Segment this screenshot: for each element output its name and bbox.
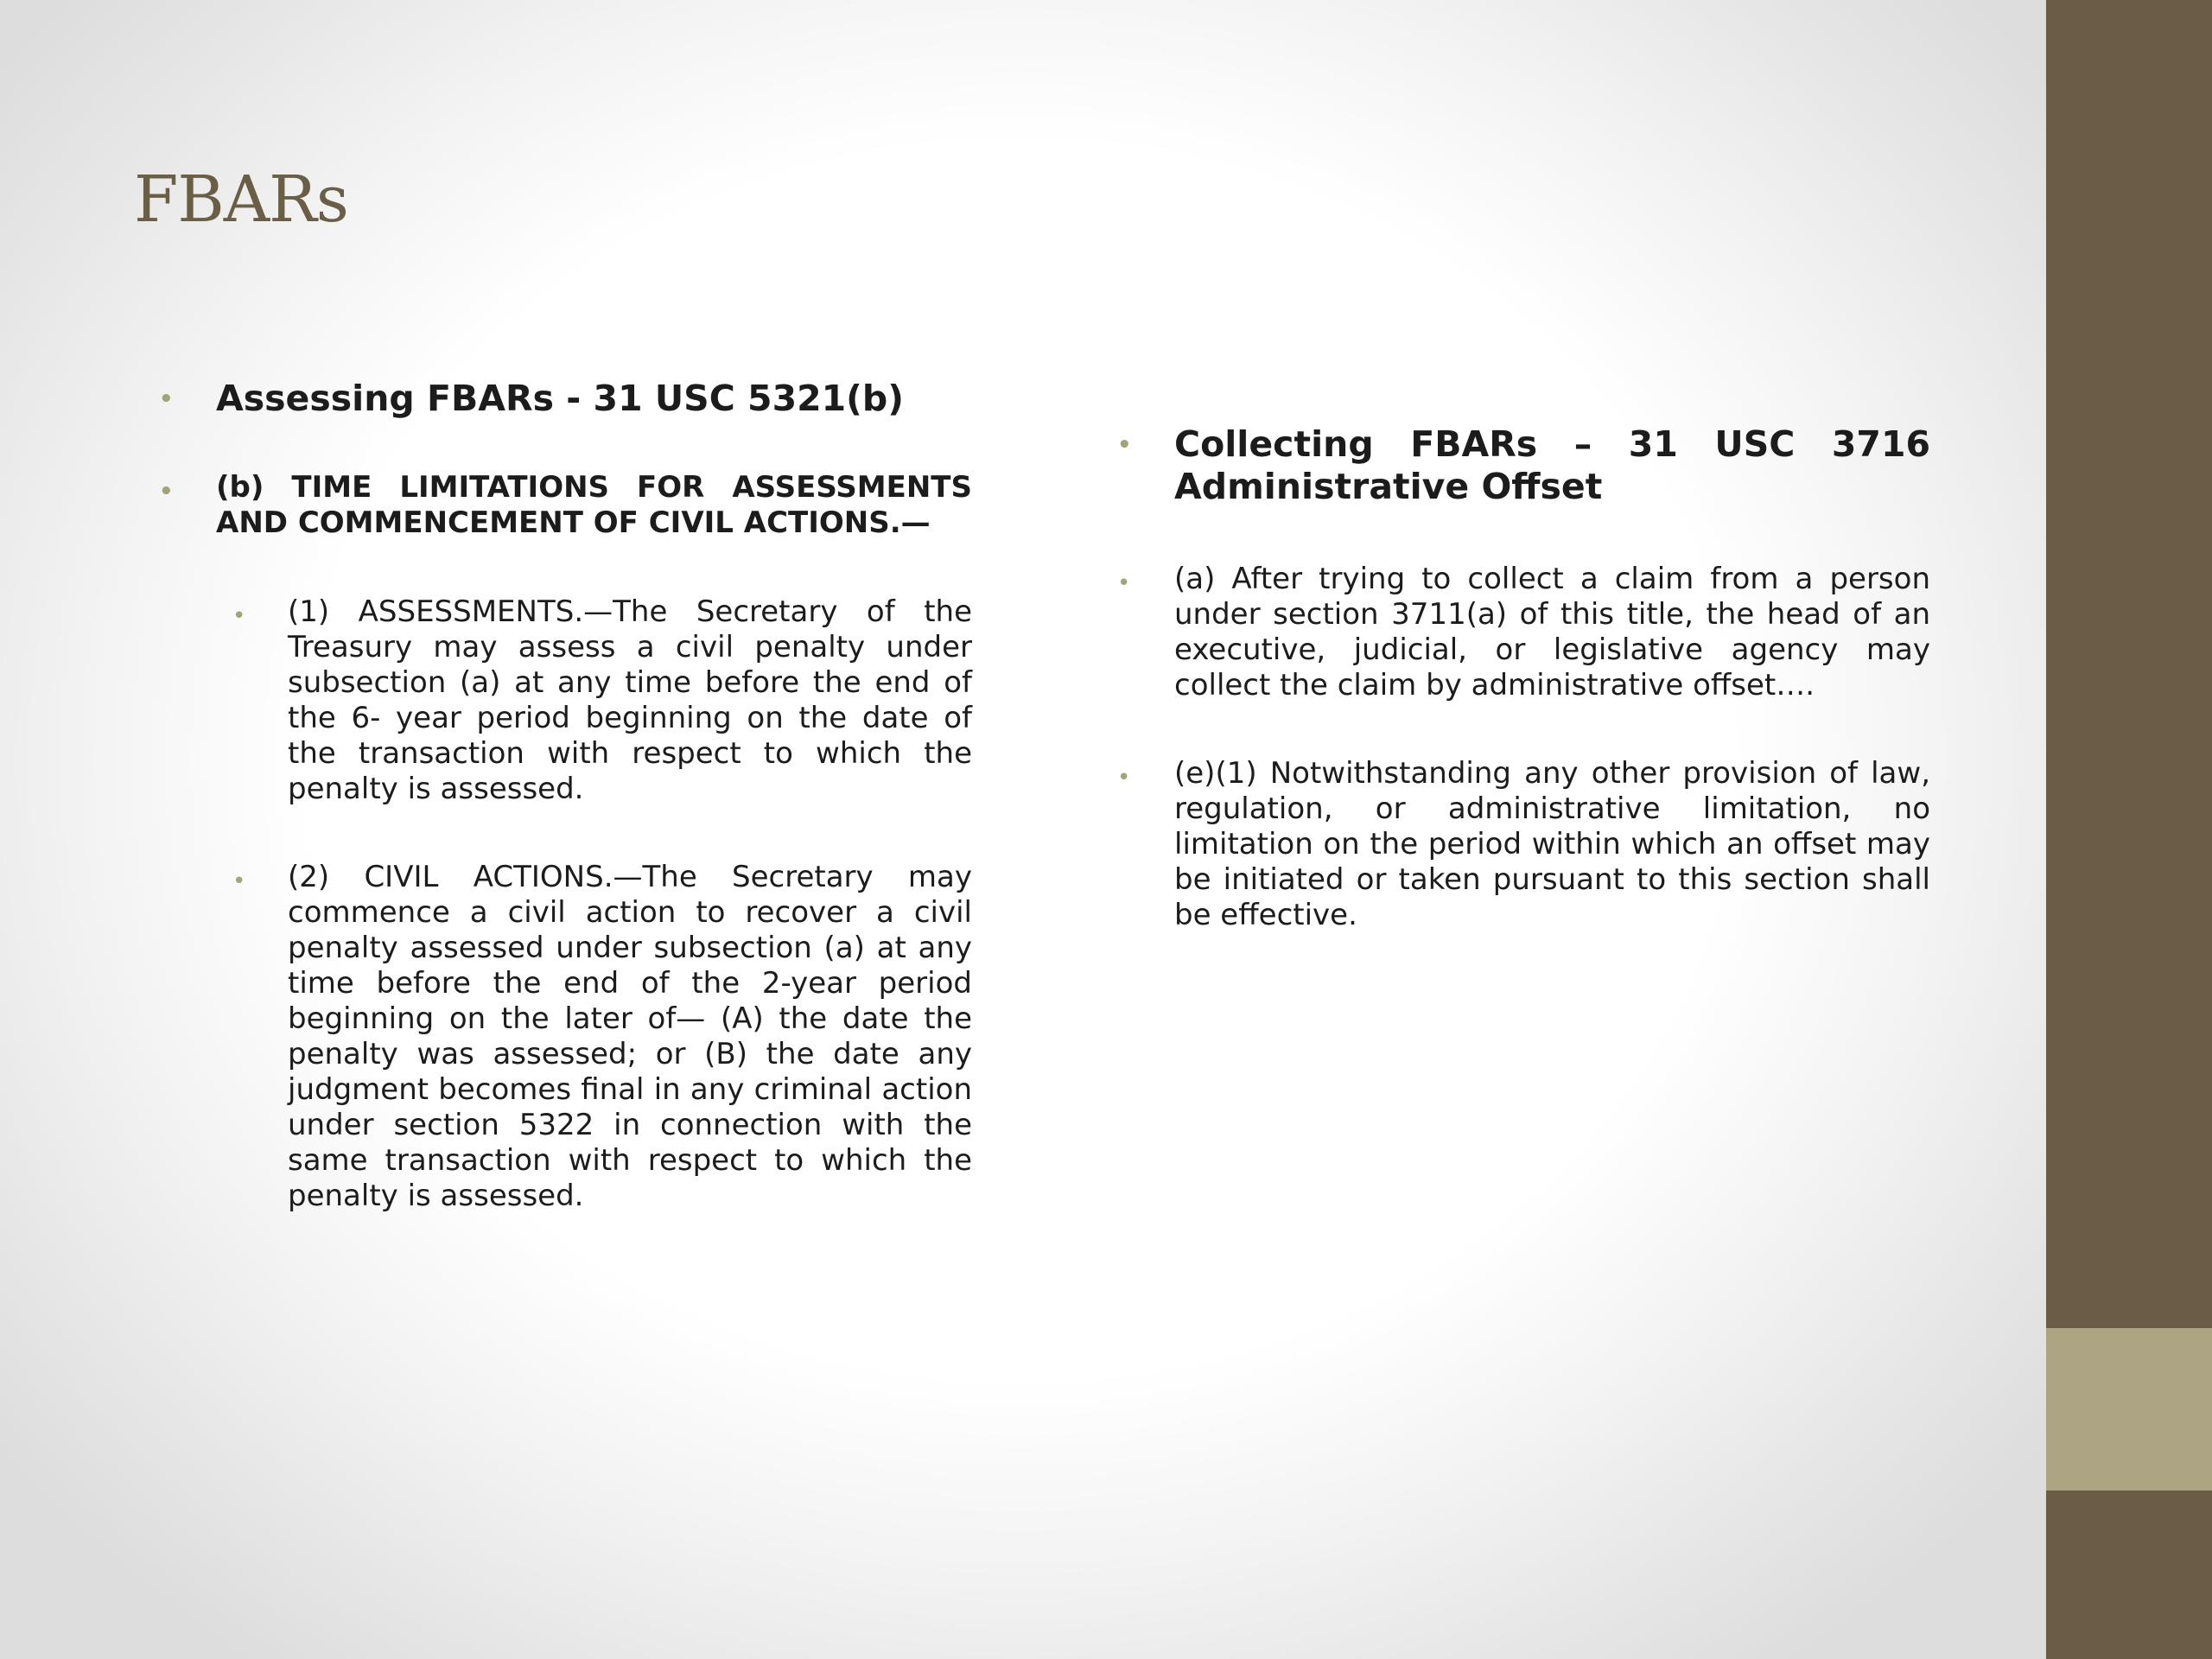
- right-accent-block: [2046, 1328, 2212, 1491]
- right-point-offset: [1117, 562, 1930, 703]
- bullet-icon: •: [159, 386, 174, 412]
- left-heading-item: [159, 378, 972, 420]
- right-heading: Collecting FBARs – 31 USC 3716 Administrative Offset: [1174, 423, 1930, 507]
- right-heading-item: [1117, 423, 1930, 508]
- left-subheading-item: [159, 470, 972, 541]
- left-point-assessments: [232, 594, 972, 807]
- bullet-icon: •: [1117, 570, 1131, 596]
- left-point-text: (1) ASSESSMENTS.—The Secretary of the Treasury may assess a civil penalty under subsection (a) at any time before the end of the 6- year period beginning on the date of the transaction with respect to which the penalty is assessed.: [288, 594, 972, 806]
- bullet-icon: •: [232, 868, 246, 894]
- slide-title: FBARs: [134, 162, 348, 237]
- left-point-civil-actions: [232, 860, 972, 1214]
- right-point-text: (a) After trying to collect a claim from a person under section 3711(a) of this title, the head of an executive, judicial, or legislative agency may collect the claim by administrative offset….: [1174, 562, 1930, 702]
- left-point-text: (2) CIVIL ACTIONS.—The Secretary may commence a civil action to recover a civil penalty assessed under subsection (a) at any time before the end of the 2-year period beginning on the later of— (A) the date the penalty was assessed; or (B) the date any judgment becomes final in any criminal action under section 5322 in connection with the same transaction with respect to which the penalty is assessed.: [288, 860, 972, 1213]
- right-point-limitation: [1117, 756, 1930, 933]
- bullet-icon: •: [1117, 765, 1131, 791]
- bullet-icon: •: [232, 603, 246, 629]
- left-subheading: (b) TIME LIMITATIONS FOR ASSESSMENTS AND COMMENCEMENT OF CIVIL ACTIONS.—: [216, 470, 972, 540]
- bullet-icon: •: [159, 479, 174, 505]
- right-point-text: (e)(1) Notwithstanding any other provision of law, regulation, or administrative limitation, no limitation on the period within which an offset may be initiated or taken pursuant to this section shall be effective.: [1174, 756, 1930, 932]
- left-heading: Assessing FBARs - 31 USC 5321(b): [216, 378, 904, 419]
- bullet-icon: •: [1117, 432, 1132, 458]
